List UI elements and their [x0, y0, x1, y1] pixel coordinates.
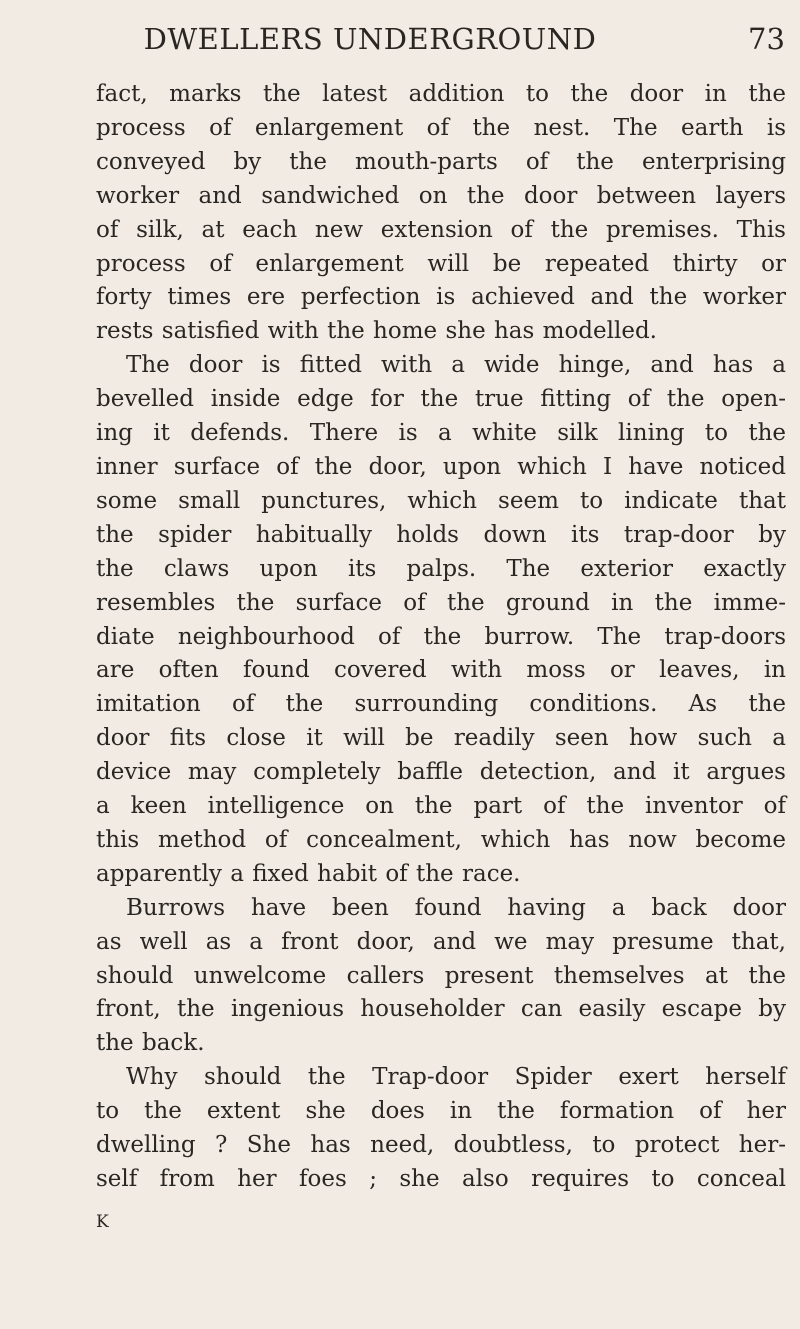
- text-line: conveyed by the mouth-parts of the enterprising: [96, 148, 786, 175]
- text-line: fact, marks the latest addition to the door in the: [96, 81, 786, 107]
- text-line: a keen intelligence on the part of the inventor of: [96, 793, 786, 820]
- text-line: Burrows have been found having a back door: [126, 894, 786, 921]
- text-line: The door is fitted with a wide hinge, and has a: [126, 352, 786, 379]
- text-line: the spider habitually holds down its trap-door by: [96, 521, 786, 548]
- text-line: door fits close it will be readily seen how such a: [96, 725, 786, 752]
- text-line: this method of concealment, which has now become: [96, 826, 786, 853]
- text-line: self from her foes ; she also requires to conceal: [96, 1166, 786, 1192]
- text-line: device may completely baffle detection, and it argues: [96, 759, 786, 786]
- text-line: as well as a front door, and we may presume that,: [96, 928, 786, 955]
- text-line: bevelled inside edge for the true fitting of the open-: [96, 386, 786, 413]
- text-line: rests satisfied with the home she has modelled.: [96, 318, 657, 345]
- text-line: resembles the surface of the ground in the imme-: [96, 589, 786, 616]
- text-line: diate neighbourhood of the burrow. The trap-doors: [96, 623, 786, 650]
- text-line: the back.: [96, 1030, 205, 1057]
- text-line: should unwelcome callers present themselves at the: [96, 962, 786, 989]
- text-line: the claws upon its palps. The exterior exactly: [96, 555, 786, 582]
- text-line: front, the ingenious householder can easily escape by: [96, 996, 786, 1023]
- text-line: process of enlargement will be repeated thirty or: [96, 250, 786, 277]
- body-text: [96, 78, 786, 1197]
- running-head: DWELLERS UNDERGROUND: [143, 22, 597, 56]
- text-line: are often found covered with moss or leaves, in: [96, 657, 786, 684]
- text-line: of silk, at each new extension of the premises. This: [96, 216, 786, 243]
- text-line: imitation of the surrounding conditions. As the: [96, 691, 786, 718]
- text-line: Why should the Trap-door Spider exert herself: [126, 1064, 786, 1091]
- text-line: ing it defends. There is a white silk lining to the: [96, 420, 786, 447]
- text-line: dwelling ? She has need, doubtless, to protect her-: [96, 1132, 786, 1159]
- text-line: to the extent she does in the formation of her: [96, 1098, 786, 1125]
- text-line: apparently a fixed habit of the race.: [96, 860, 521, 887]
- text-line: inner surface of the door, upon which I have noticed: [96, 453, 786, 480]
- text-line: worker and sandwiched on the door between layers: [96, 182, 786, 209]
- text-line: forty times ere perfection is achieved and the worker: [96, 284, 786, 311]
- text-line: process of enlargement of the nest. The earth is: [96, 114, 786, 141]
- text-line: some small punctures, which seem to indicate that: [96, 487, 786, 514]
- page-number: 73: [748, 22, 785, 56]
- signature-mark: K: [96, 1212, 110, 1232]
